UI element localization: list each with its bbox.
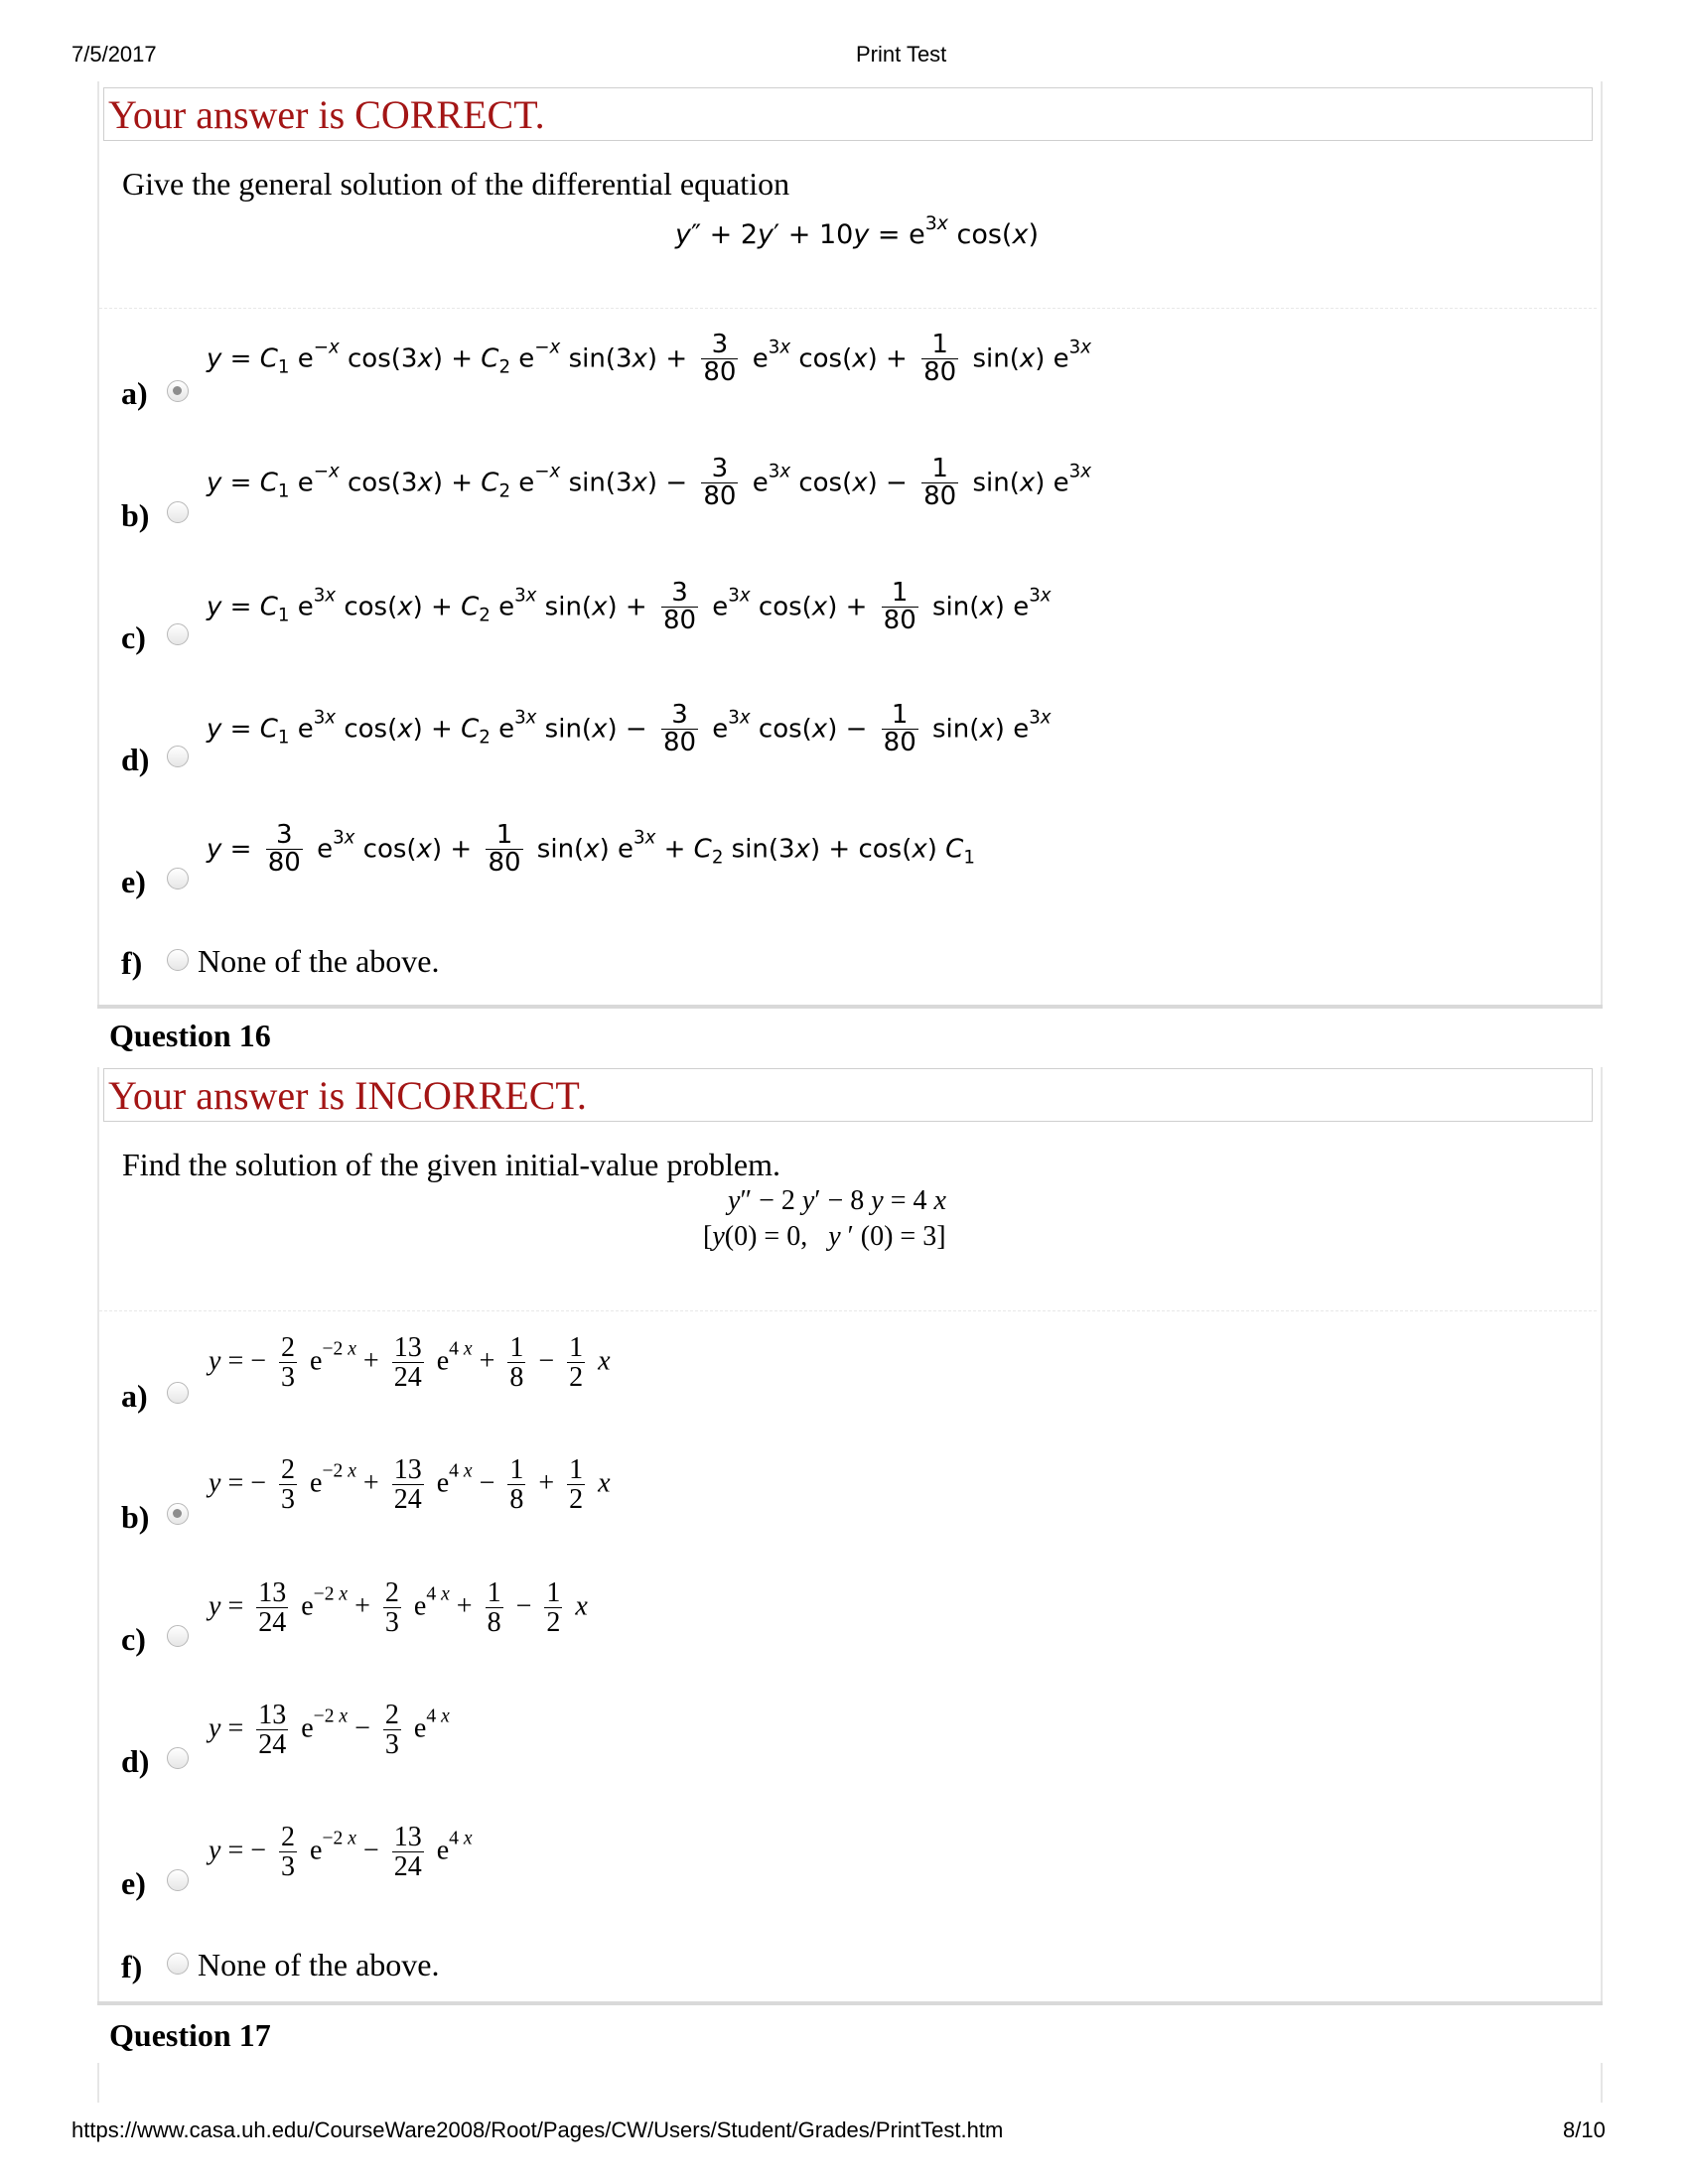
differential-equation: $y'' + 2y' + 10y = e^{3x}$ cos(x) [675,212,1039,251]
q16-option-d-label: d) [121,1743,150,1779]
print-title: Print Test [856,42,947,67]
question-16-title: Question 16 [109,1018,271,1053]
q16-option-a-label: a) [121,1378,148,1414]
q16-option-c-label: c) [121,1621,146,1657]
page-url: https://www.casa.uh.edu/CourseWare2008/Root/Pages/CW/Users/Student/Grades/PrintTest.htm [71,2117,1004,2142]
divider [99,1310,1597,1311]
option-e-formula: y = $\frac{3}{80}$ $e^{3x}$ cos(x) + $\frac{1}{80}$ sin(x) $e^{3x} + C_2$ sin(3x) + cos(x) $C_1$ [207,820,975,879]
q16-option-f-label: f) [121,1949,143,1984]
option-f-label: f) [121,945,143,981]
option-d-label: d) [121,742,150,777]
divider [99,308,1597,309]
question-15-prompt: Give the general solution of the differential equation [122,166,790,202]
q16-option-e-radio[interactable] [167,1869,189,1891]
option-a-formula: $y = C_1$ $e^{-x}$ $\cos(3x) + C_2$ $e^{-x}$ sin(3x) + $\frac{3}{80}$ $e^{3x}$ cos(x) + $\frac{1}{80}$ sin(x) $e^{3x}$ [207,330,1091,388]
option-c-label: c) [121,619,146,655]
option-b-formula: $y = C_1$ $e^{-x}$ $\cos(3x) + C_2$ $e^{-x}$ sin(3x) − $\frac{3}{80}$ $e^{3x}$ cos(x) − $\frac{1}{80}$ sin(x) $e^{3x}$ [207,454,1091,512]
ivp-initial-conditions: [y(0) = 0, y ′ (0) = 3] [703,1221,946,1252]
option-d-radio[interactable] [167,746,189,767]
answer-status-correct: Your answer is CORRECT. [103,87,1593,141]
option-c-formula: $y = C_1$ $e^{3x}$ $\cos(x) + C_2$ $e^{3x}$ sin(x) + $\frac{3}{80}$ $e^{3x}$ cos(x) + $\frac{1}{80}$ sin(x) $e^{3x}$ [207,578,1052,636]
option-f-radio[interactable] [167,949,189,971]
option-e-label: e) [121,864,146,899]
question-separator [97,1005,1603,1009]
q16-option-a-formula: y = − $\frac{2}{3}$ $e^{-2 x}$ + $\frac{13}{24}$ $e^{4 x}$ + $\frac{1}{8}$ − $\frac{1}{2}$ x [209,1332,611,1394]
ivp-equation: y″ − 2 y′ − 8 y = 4 x [728,1185,946,1216]
question-separator [97,2001,1603,2005]
print-date: 7/5/2017 [71,42,157,67]
option-c-radio[interactable] [167,623,189,645]
q16-option-f-text: None of the above. [198,1947,440,1982]
question-17-title: Question 17 [109,2017,271,2053]
option-f-text: None of the above. [198,943,440,979]
q16-option-c-formula: y = $\frac{13}{24}$ $e^{-2 x}$ + $\frac{2}{3}$ $e^{4 x}$ + $\frac{1}{8}$ − $\frac{1}{2}$ x [209,1577,588,1639]
answer-status-incorrect: Your answer is INCORRECT. [103,1068,1593,1122]
question-17-panel [97,2063,1603,2103]
option-a-radio[interactable] [167,380,189,402]
q16-option-b-label: b) [121,1499,150,1535]
q16-option-e-formula: y = − $\frac{2}{3}$ $e^{-2 x}$ − $\frac{13}{24}$ $e^{4 x}$ [209,1822,473,1883]
option-b-label: b) [121,497,150,533]
q16-option-b-formula: y = − $\frac{2}{3}$ $e^{-2 x}$ + $\frac{13}{24}$ $e^{4 x}$ − $\frac{1}{8}$ + $\frac{1}{2}$ x [209,1454,611,1516]
q16-option-b-radio[interactable] [167,1503,189,1525]
q16-option-e-label: e) [121,1865,146,1901]
page-number: 8/10 [1563,2117,1606,2142]
q16-option-c-radio[interactable] [167,1625,189,1647]
question-16-prompt: Find the solution of the given initial-value problem. [122,1147,780,1182]
q16-option-f-radio[interactable] [167,1953,189,1975]
option-b-radio[interactable] [167,501,189,523]
option-a-label: a) [121,375,148,411]
option-e-radio[interactable] [167,868,189,889]
q16-option-d-radio[interactable] [167,1747,189,1769]
option-d-formula: $y = C_1$ $e^{3x}$ $\cos(x) + C_2$ $e^{3x}$ sin(x) − $\frac{3}{80}$ $e^{3x}$ cos(x) − $\frac{1}{80}$ sin(x) $e^{3x}$ [207,700,1052,758]
q16-option-d-formula: y = $\frac{13}{24}$ $e^{-2 x}$ − $\frac{2}{3}$ $e^{4 x}$ [209,1700,450,1761]
q16-option-a-radio[interactable] [167,1382,189,1404]
